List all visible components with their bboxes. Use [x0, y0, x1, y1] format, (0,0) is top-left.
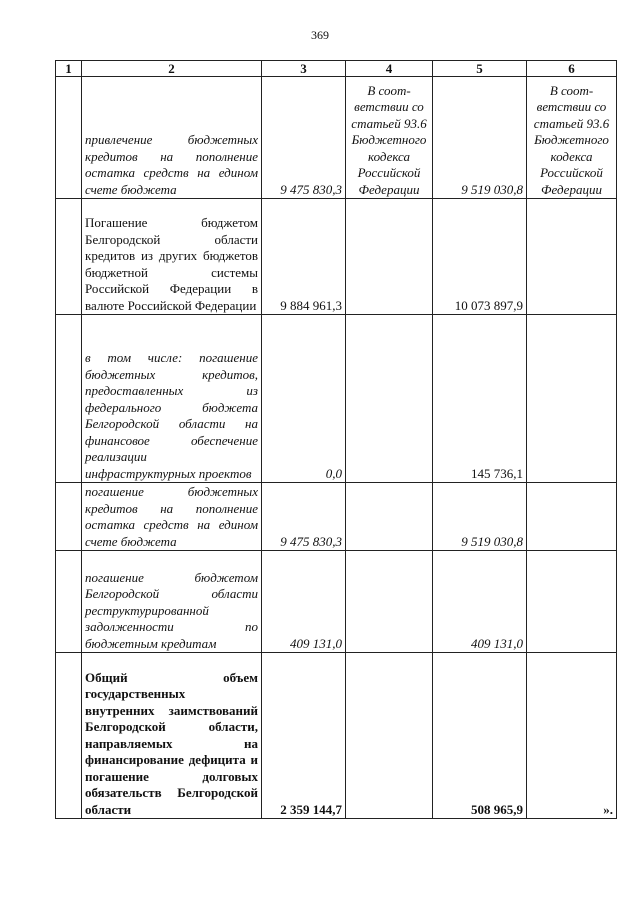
- table-row: [56, 483, 617, 551]
- row-index-cell: [56, 551, 82, 653]
- note-line: статьей 93.6: [533, 115, 610, 131]
- table-row: [56, 551, 617, 653]
- row-name: в том числе: погашение бюджетных кредитов, предоставленных из федерального бюджета Белгородской области на финансовое обеспечение реализации инфраструктурных проектов: [82, 315, 262, 483]
- header-col-3: 3: [262, 61, 346, 77]
- empty-cell: [527, 315, 617, 483]
- empty-cell: [346, 199, 433, 315]
- closing-quote: ».: [527, 653, 617, 819]
- header-col-2: 2: [82, 61, 262, 77]
- legal-note: [346, 77, 433, 199]
- row-index-cell: [56, 483, 82, 551]
- table-row: [56, 77, 617, 199]
- note-line: Российской: [540, 165, 603, 180]
- header-col-4: 4: [346, 61, 433, 77]
- row-index-cell: [56, 315, 82, 483]
- note-line: статьей 93.6: [351, 115, 427, 131]
- row-value-col5: 9 519 030,8: [433, 77, 527, 199]
- budget-table: [55, 60, 617, 819]
- row-value-col5: 9 519 030,8: [433, 483, 527, 551]
- header-col-6: 6: [527, 61, 617, 77]
- row-value-col3: 9 475 830,3: [262, 77, 346, 199]
- note-line: кодекса: [550, 148, 593, 164]
- row-name: погашение бюджетных кредитов на пополнение остатка средств на едином счете бюджета: [82, 483, 262, 551]
- empty-cell: [527, 483, 617, 551]
- row-value-col5: 10 073 897,9: [433, 199, 527, 315]
- row-value-col3: 0,0: [262, 315, 346, 483]
- empty-cell: [346, 653, 433, 819]
- empty-cell: [527, 551, 617, 653]
- row-value-col3: 409 131,0: [262, 551, 346, 653]
- header-col-1: 1: [56, 61, 82, 77]
- note-line: В соот-: [549, 82, 594, 98]
- note-line: ветствии со: [354, 99, 424, 114]
- row-value-col3: 2 359 144,7: [262, 653, 346, 819]
- empty-cell: [346, 551, 433, 653]
- note-line: В соот-: [367, 82, 411, 98]
- page-number: 369: [311, 28, 329, 42]
- row-name: Общий объем государственных внутренних заимствований Белгородской области, направляемых на финансирование дефицита и погашение долговых обязательств Белгородской области: [82, 653, 262, 819]
- note-line: ветствии со: [536, 99, 607, 114]
- empty-cell: [346, 483, 433, 551]
- row-index-cell: [56, 199, 82, 315]
- row-index-cell: [56, 653, 82, 819]
- note-line: Бюджетного: [534, 132, 609, 147]
- row-value-col5: 508 965,9: [433, 653, 527, 819]
- row-value-col5: 145 736,1: [433, 315, 527, 483]
- row-value-col3: 9 475 830,3: [262, 483, 346, 551]
- row-value-col3: 9 884 961,3: [262, 199, 346, 315]
- empty-cell: [346, 315, 433, 483]
- table-row: [56, 653, 617, 819]
- row-name: Погашение бюджетом Белгородской области кредитов из других бюджетов бюджетной системы Российской Федерации в валюте Российской Федерации: [82, 199, 262, 315]
- note-line: кодекса: [368, 148, 410, 164]
- table-header-row: [56, 61, 617, 77]
- row-value-col5: 409 131,0: [433, 551, 527, 653]
- row-name: погашение бюджетом Белгородской области реструктурированной задолженности по бюджетным кредитам: [82, 551, 262, 653]
- note-line: Российской: [357, 165, 421, 180]
- note-line: Федерации: [541, 181, 602, 197]
- empty-cell: [527, 199, 617, 315]
- table-row: [56, 199, 617, 315]
- row-index-cell: [56, 77, 82, 199]
- legal-note: [527, 77, 617, 199]
- note-line: Бюджетного: [351, 132, 427, 147]
- note-line: Федерации: [358, 181, 420, 197]
- table-row: [56, 315, 617, 483]
- header-col-5: 5: [433, 61, 527, 77]
- row-name: привлечение бюджетных кредитов на пополнение остатка средств на едином счете бюджета: [82, 77, 262, 199]
